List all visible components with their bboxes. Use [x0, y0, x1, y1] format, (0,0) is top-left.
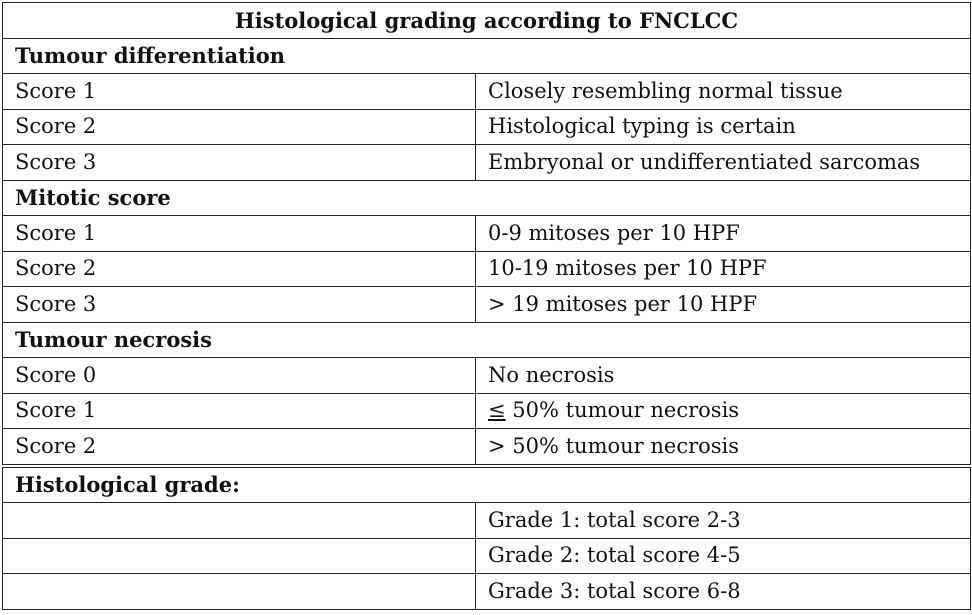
score-cell: Score 1 [3, 74, 476, 110]
description-cell: Closely resembling normal tissue [476, 74, 971, 110]
score-cell: Score 1 [3, 216, 476, 252]
title-row [3, 3, 971, 39]
section-row [3, 180, 971, 216]
score-cell [3, 574, 476, 610]
description-cell: Histological typing is certain [476, 109, 971, 145]
description-cell: > 19 mitoses per 10 HPF [476, 287, 971, 323]
description-text: 50% tumour necrosis [505, 398, 740, 423]
table-row [3, 358, 971, 394]
score-cell: Score 2 [3, 429, 476, 466]
description-cell: 0-9 mitoses per 10 HPF [476, 216, 971, 252]
section-row [3, 466, 971, 503]
section-heading-necrosis: Tumour necrosis [3, 322, 971, 358]
section-heading-grade: Histological grade: [3, 466, 971, 503]
table-row [3, 216, 971, 252]
table-row [3, 503, 971, 539]
table-row [3, 574, 971, 610]
table-row [3, 393, 971, 429]
score-cell: Score 3 [3, 287, 476, 323]
table-title: Histological grading according to FNCLCC [3, 3, 971, 39]
score-cell: Score 0 [3, 358, 476, 394]
fnclcc-grading-table [2, 2, 971, 610]
less-equal-symbol: ≤ [488, 398, 506, 423]
table-row [3, 145, 971, 181]
description-cell: > 50% tumour necrosis [476, 429, 971, 466]
description-cell: No necrosis [476, 358, 971, 394]
score-cell [3, 503, 476, 539]
table-row [3, 109, 971, 145]
score-cell: Score 1 [3, 393, 476, 429]
description-cell: 10-19 mitoses per 10 HPF [476, 251, 971, 287]
score-cell [3, 538, 476, 574]
table-row [3, 287, 971, 323]
section-row [3, 38, 971, 74]
table-row [3, 74, 971, 110]
description-cell: Embryonal or undifferentiated sarcomas [476, 145, 971, 181]
section-heading-differentiation: Tumour differentiation [3, 38, 971, 74]
description-cell: Grade 2: total score 4-5 [476, 538, 971, 574]
description-cell: Grade 3: total score 6-8 [476, 574, 971, 610]
description-cell [476, 393, 971, 429]
score-cell: Score 2 [3, 251, 476, 287]
table-row [3, 538, 971, 574]
description-cell: Grade 1: total score 2-3 [476, 503, 971, 539]
table-row [3, 429, 971, 466]
section-heading-mitotic: Mitotic score [3, 180, 971, 216]
score-cell: Score 3 [3, 145, 476, 181]
table-row [3, 251, 971, 287]
section-row [3, 322, 971, 358]
score-cell: Score 2 [3, 109, 476, 145]
